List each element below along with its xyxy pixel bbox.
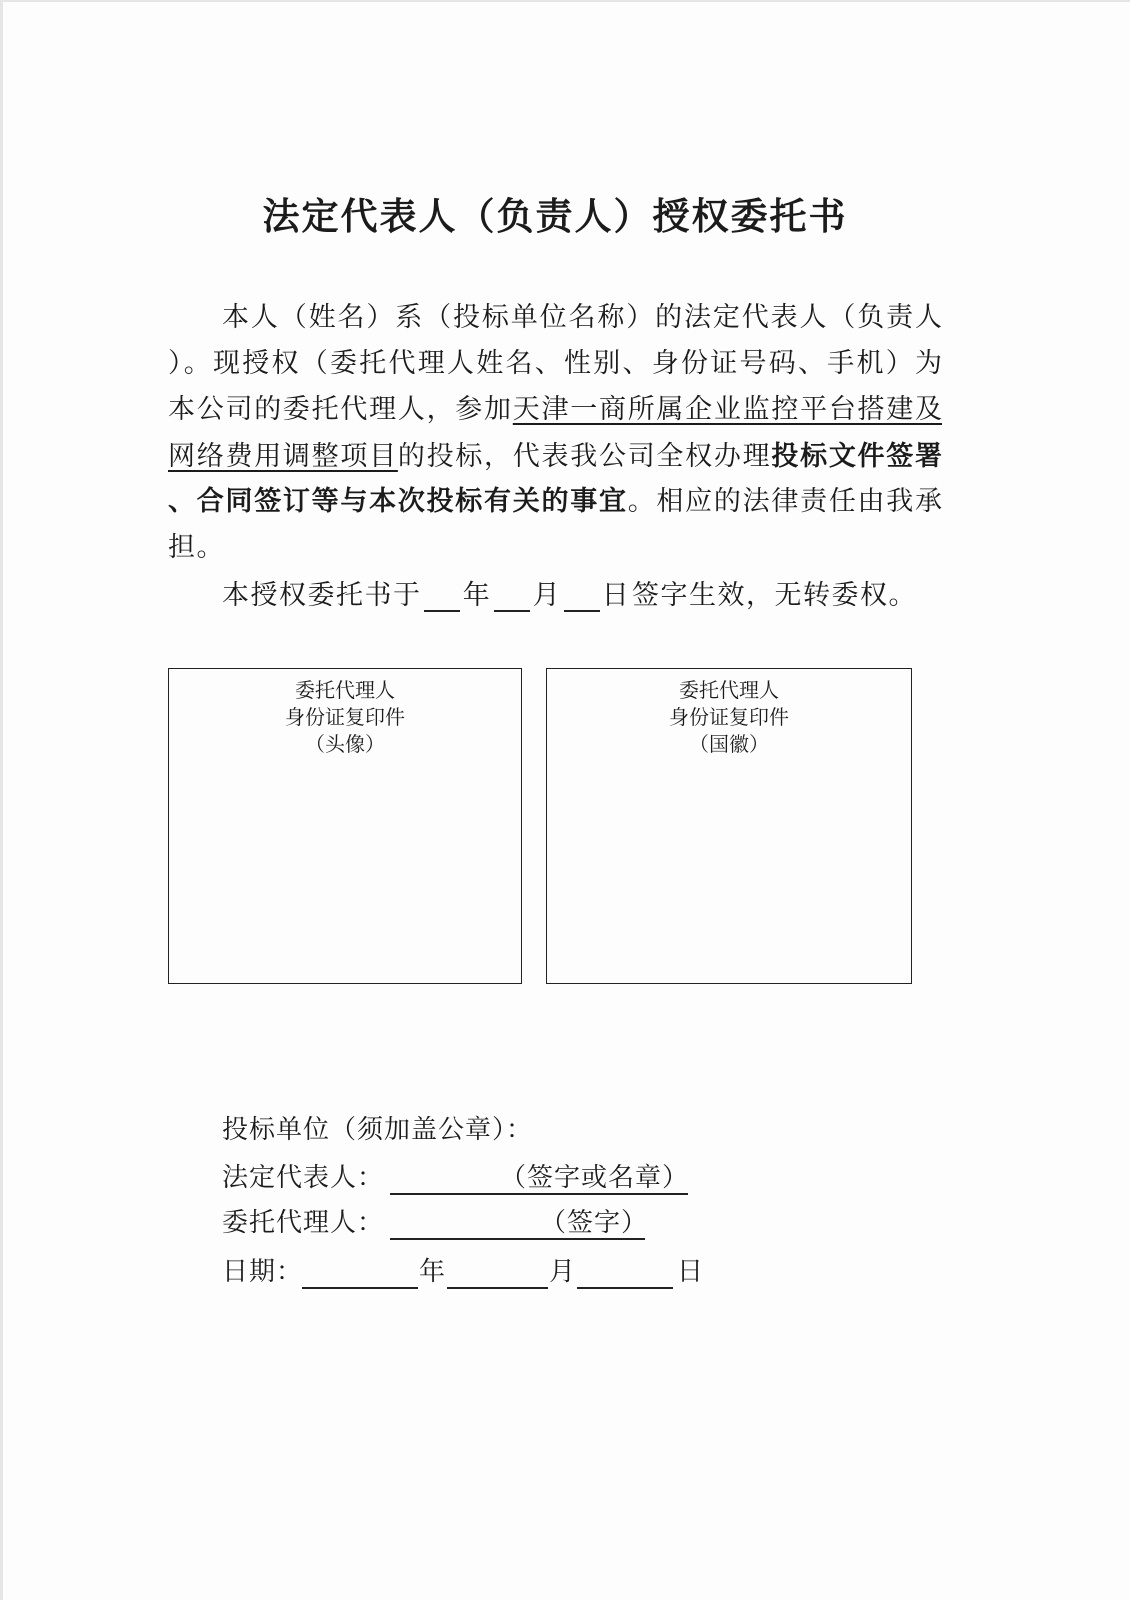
date-label: 日期： bbox=[222, 1257, 304, 1287]
validity-day-blank bbox=[564, 582, 600, 612]
date-year-blank bbox=[302, 1257, 418, 1289]
legal-rep-label: 法定代表人： bbox=[222, 1163, 385, 1193]
validity-statement bbox=[222, 579, 917, 613]
date-day-blank bbox=[577, 1257, 673, 1289]
agent-label: 委托代理人： bbox=[222, 1208, 385, 1238]
project-name-part-1: 天津一商所属企业监控平台搭建及 bbox=[512, 394, 943, 425]
authorization-line-2: ）。现授权（委托代理人姓名、性别、身份证号码、手机）为 bbox=[168, 348, 942, 379]
legal-rep-row bbox=[222, 1160, 688, 1196]
authorization-line-3 bbox=[168, 393, 942, 427]
validity-day-unit: 日 bbox=[601, 580, 631, 611]
date-month-unit: 月 bbox=[548, 1257, 576, 1287]
line-5-text: 。相应的法律责任由我承 bbox=[627, 486, 943, 517]
line-4-text: 的投标，代表我公司全权办理 bbox=[397, 441, 772, 472]
date-month-blank bbox=[447, 1257, 548, 1289]
id-box-caption-line-2: 身份证复印件 bbox=[285, 705, 405, 729]
agent-signature-hint: （签字） bbox=[540, 1208, 649, 1238]
validity-month-unit: 月 bbox=[532, 580, 562, 611]
authorization-line-5 bbox=[168, 485, 942, 519]
validity-year-blank bbox=[424, 582, 460, 612]
authorization-line-1: 本人（姓名）系（投标单位名称）的法定代表人（负责人 bbox=[222, 302, 942, 333]
project-name-part-2: 网络费用调整项目 bbox=[168, 441, 398, 472]
agent-row bbox=[222, 1205, 649, 1241]
authorization-scope-part-1: 投标文件签署 bbox=[771, 441, 943, 472]
document-title: 法定代表人（负责人）授权委托书 bbox=[262, 194, 848, 238]
id-box-caption-line-2: 身份证复印件 bbox=[669, 705, 789, 729]
validity-prefix: 本授权委托书于 bbox=[222, 580, 422, 611]
id-box-caption-line-1: 委托代理人 bbox=[679, 678, 779, 702]
id-box-caption-line-3: （头像） bbox=[305, 732, 385, 756]
date-year-unit: 年 bbox=[418, 1257, 446, 1287]
date-row bbox=[222, 1254, 705, 1290]
date-day-unit: 日 bbox=[676, 1257, 704, 1287]
legal-rep-signature-line bbox=[390, 1163, 688, 1195]
id-copy-box-front bbox=[168, 668, 522, 984]
id-box-caption-line-3: （国徽） bbox=[689, 732, 769, 756]
validity-year-unit: 年 bbox=[462, 580, 492, 611]
bidder-seal-label: 投标单位（须加盖公章）： bbox=[222, 1115, 534, 1145]
validity-month-blank bbox=[494, 582, 530, 612]
legal-rep-signature-hint: （签字或名章） bbox=[500, 1163, 690, 1193]
line-3-text: 本公司的委托代理人，参加 bbox=[168, 394, 513, 425]
validity-suffix: 签字生效，无转委权。 bbox=[632, 580, 917, 611]
id-copy-box-back bbox=[546, 668, 912, 984]
authorization-line-4 bbox=[168, 440, 942, 474]
agent-signature-line bbox=[390, 1208, 649, 1240]
authorization-line-6: 担。 bbox=[168, 532, 225, 563]
authorization-scope-part-2: 、合同签订等与本次投标有关的事宜 bbox=[168, 486, 628, 517]
id-box-caption-line-1: 委托代理人 bbox=[295, 678, 395, 702]
